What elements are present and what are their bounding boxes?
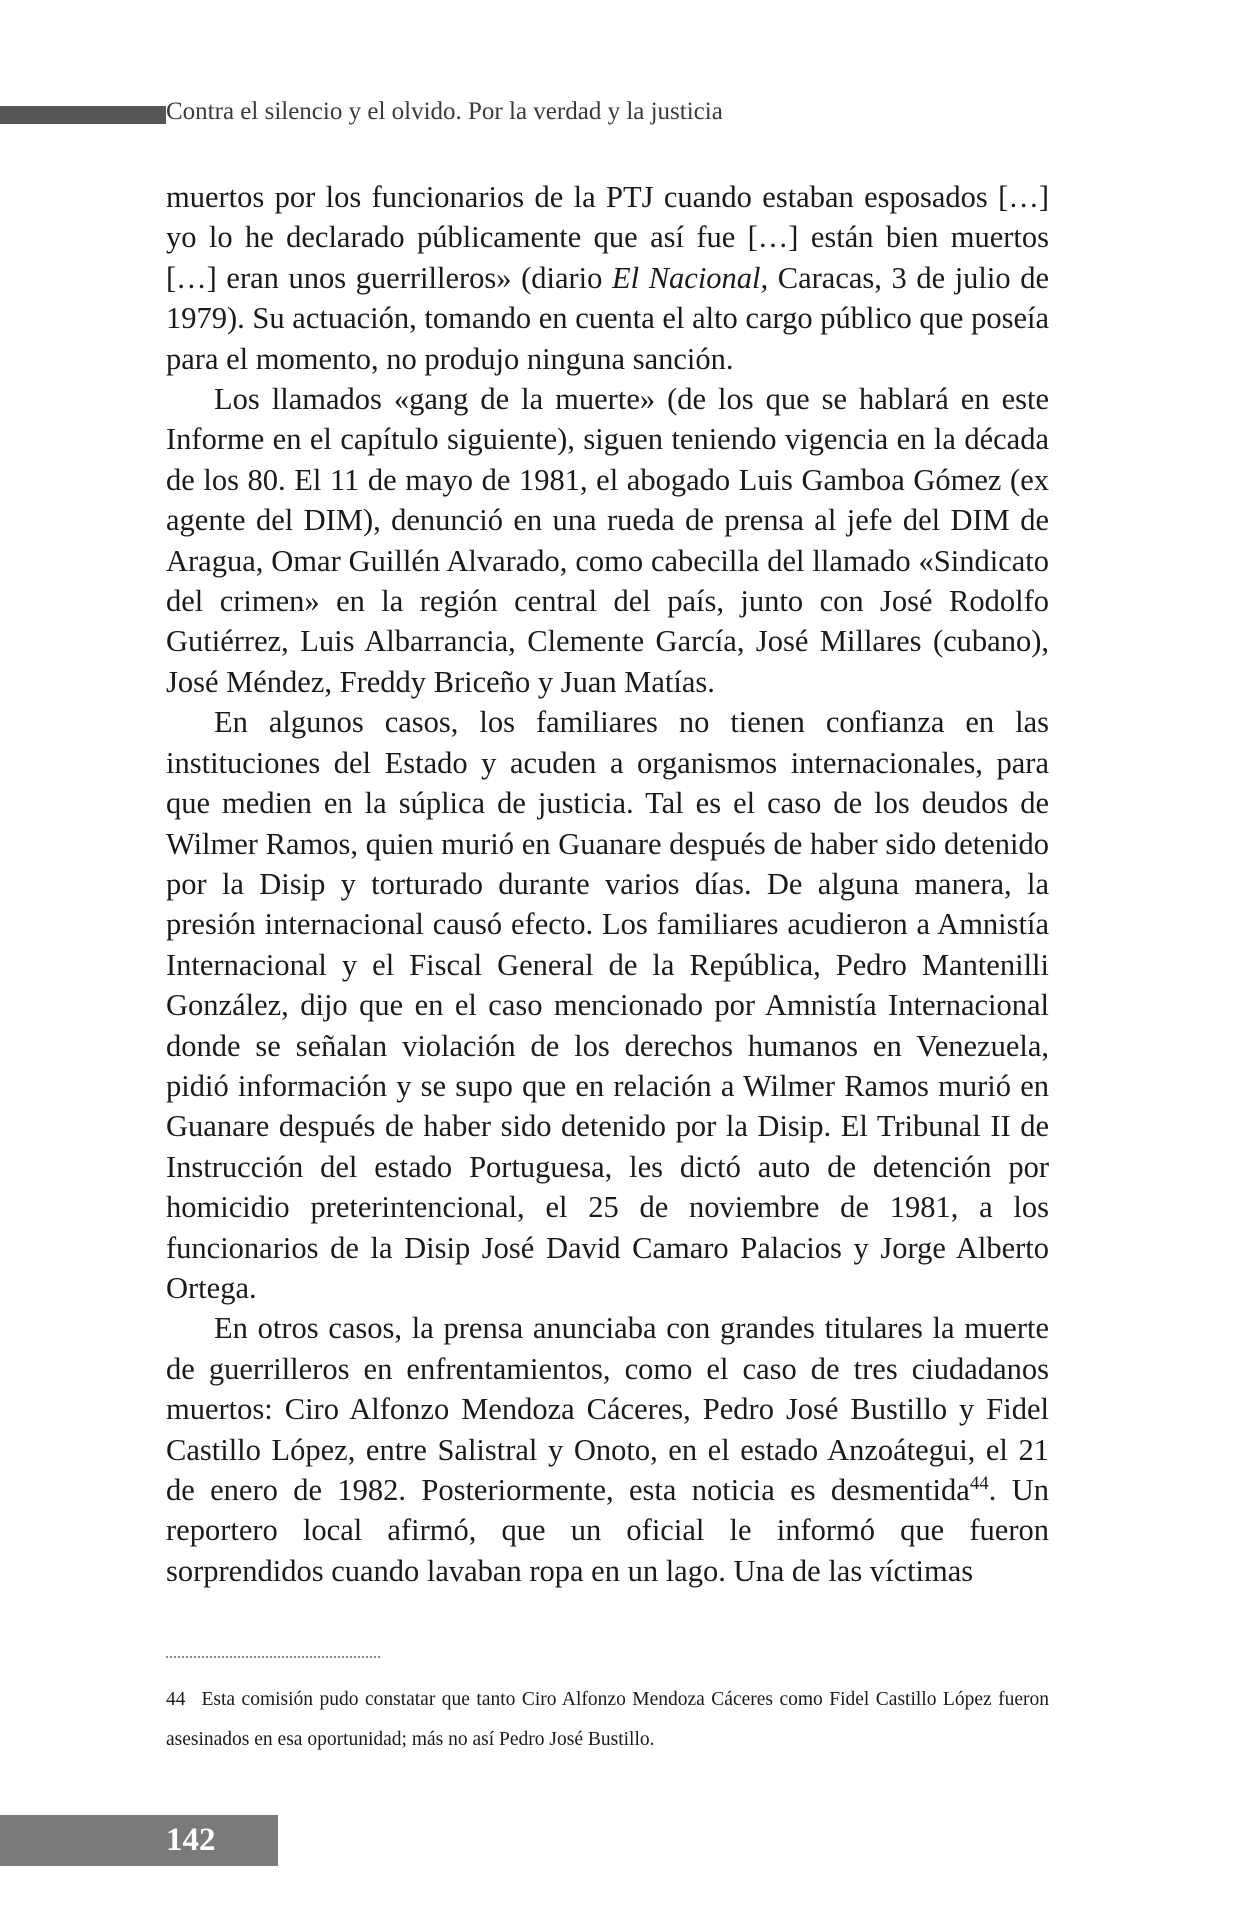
text-span: Caracas, 3 de julio de 1979). Su actuación, tomando en cuenta el alto cargo público que poseía para el momento, no produjo ninguna sanción. [166,260,1049,376]
newspaper-title: El Nacional, [612,260,769,295]
text-span: En otros casos, la prensa anunciaba con grandes titulares la muerte de guerrilleros en enfrentamientos, como el caso de tres ciudadanos muertos: Ciro Alfonzo Mendoza Cáceres, Pedro José Bustillo y Fidel Castillo López, entre Salistral y Onoto, en el estado Anzoátegui, el 21 de enero de 1982. Posteriormente, esta noticia es desmentida [166,1311,1049,1507]
running-header: Contra el silencio y el olvido. Por la verdad y la justicia [166,98,723,125]
page-number-box [0,1815,278,1866]
paragraph-4 [166,1308,1049,1591]
footnote-text: Esta comisión pudo constatar que tanto Ciro Alfonzo Mendoza Cáceres como Fidel Castillo López fueron asesinados en esa oportunidad; más no así Pedro José Bustillo. [166,1689,1049,1750]
paragraph-2 [166,379,1049,702]
text-span: En algunos casos, los familiares no tienen confianza en las instituciones del Estado y acuden a organismos internacionales, para que medien en la súplica de justicia. Tal es el caso de los deudos de Wilmer Ramos, quien murió en Guanare después de haber sido detenido por la Disip y torturado durante varios días. De alguna manera, la presión internacional causó efecto. Los familiares acudieron a Amnistía Internacional y el Fiscal General de la República, Pedro Mantenilli González, dijo que en el caso mencionado por Amnistía Internacional donde se señalan violación de los derechos humanos en Venezuela, pidió información y se supo que en relación a Wilmer Ramos murió en Guanare después de haber sido detenido por la Disip. El Tribunal II de Instrucción del estado Portuguesa, les dictó auto de detención por homicidio preterintencional, el 25 de noviembre de 1981, a los funcionarios de la Disip José David Camaro Palacios y Jorge Alberto Ortega. [166,705,1049,1305]
page-number: 142 [166,1822,216,1858]
footnote-divider [166,1656,380,1658]
footnote-reference[interactable]: 44 [969,1472,989,1494]
paragraph-3 [166,702,1049,1308]
text-span: . Un reportero local afirmó, que un oficial le informó que fueron sorprendidos cuando lavaban ropa en un lago. Una de las víctimas [166,1473,1049,1588]
text-span: muertos por los funcionarios de la PTJ cuando estaban esposados […] yo lo he declarado públicamente que así fue […] están bien muertos […] eran unos guerrilleros» (diario [166,180,1049,295]
body-text [166,177,1049,1591]
header-bar [0,106,166,124]
footnote [166,1680,1049,1760]
paragraph-1 [166,177,1049,379]
footnote-number: 44 [166,1689,186,1710]
text-span: Los llamados «gang de la muerte» (de los que se hablará en este Informe en el capítulo siguiente), siguen teniendo vigencia en la década de los 80. El 11 de mayo de 1981, el abogado Luis Gamboa Gómez (ex agente del DIM), denunció en una rueda de prensa al jefe del DIM de Aragua, Omar Guillén Alvarado, como cabecilla del llamado «Sindicato del crimen» en la región central del país, junto con José Rodolfo Gutiérrez, Luis Albarrancia, Clemente García, José Millares (cubano), José Méndez, Freddy Briceño y Juan Matías. [166,382,1049,699]
